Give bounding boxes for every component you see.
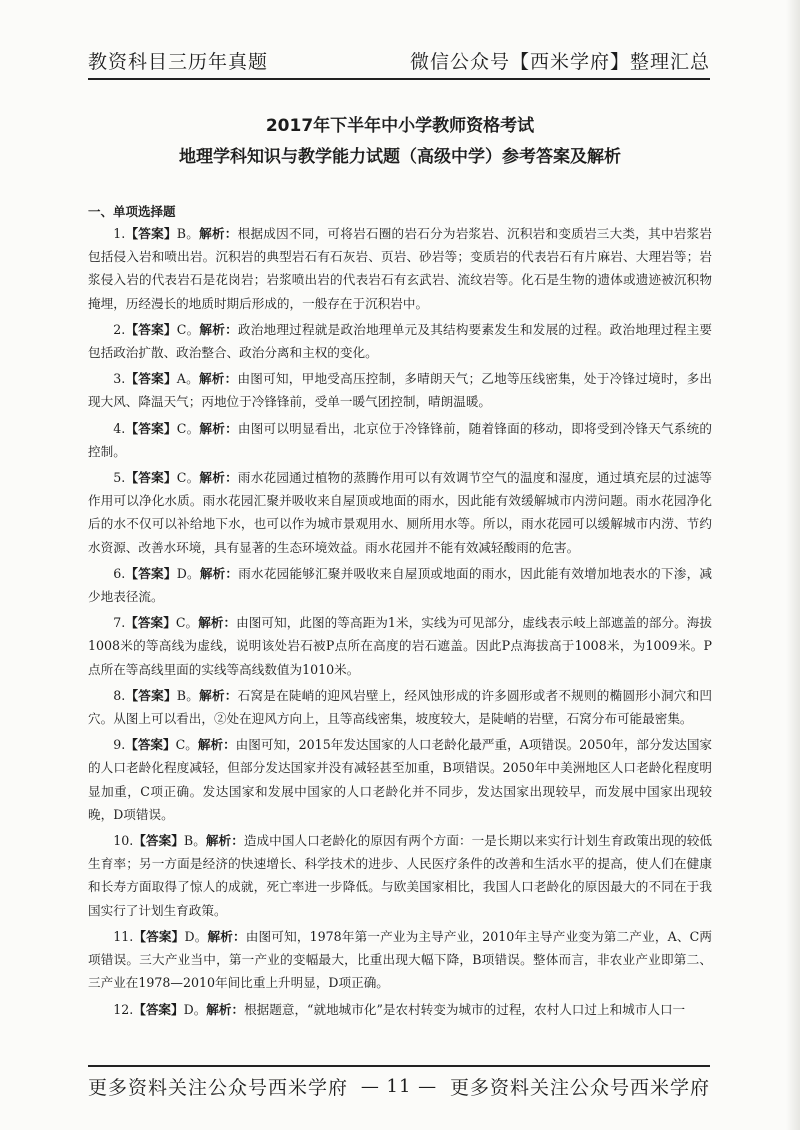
answer-item [88,684,712,730]
answer-choice: B。 [176,687,200,703]
footer-left-text: 更多资料关注公众号西米学府 [88,1076,349,1099]
answer-choice: D。 [176,565,200,581]
scan-edge-shadow [786,0,800,1130]
analysis-label: 解析： [199,321,238,337]
answer-tag: 【答案】 [125,371,177,387]
answer-number: 10. [113,833,134,849]
answer-choice: C。 [176,470,200,486]
analysis-text: 由图可以明显看出，北京位于冷锋锋前，随着锋面的移动，即将受到冷锋天气系统的控制。 [88,420,713,459]
answer-tag: 【答案】 [125,737,176,753]
answer-tag: 【答案】 [125,226,177,241]
header-left-text: 教资科目三历年真题 [88,51,269,73]
answer-tag: 【答案】 [125,615,176,631]
analysis-label: 解析： [198,615,237,631]
answer-choice: C。 [176,321,200,337]
analysis-label: 解析： [198,371,238,387]
document-title [0,112,800,174]
title-line-2: 地理学科知识与教学能力试题（高级中学）参考答案及解析 [179,147,621,167]
analysis-label: 解析： [199,687,238,703]
section-heading: 一、单项选择题 [88,204,176,219]
analysis-label: 解析： [206,1001,245,1017]
answer-tag: 【答案】 [125,321,177,337]
answer-tag: 【答案】 [125,420,177,436]
answer-tag: 【答案】 [133,1001,184,1017]
header-right-text: 微信公众号【西米学府】整理汇总 [409,51,710,73]
answer-number: 4. [113,420,126,436]
answer-number: 5. [113,470,126,486]
title-line-1: 2017年下半年中小学教师资格考试 [265,116,535,136]
analysis-text: 由图可知，2015年发达国家的人口老龄化最严重，A项错误。2050年，部分发达国家的人口老龄化程度减轻，但部分发达国家并没有减轻甚至加重，B项错误。2050年中美洲地区人口老龄化程度明显加重，C项正确。发达国家和发展中国家的人口老龄化并不同步，发达国家出现较早，而发展中国家出现较晚，D项错误。 [88,737,713,822]
answer-number: 7. [113,615,126,631]
answer-number: 11. [113,928,134,944]
analysis-text: 由图可知，1978年第一产业为主导产业，2010年主导产业变为第二产业，A、C两项错误。三大产业当中，第一产业的变幅最大，比重出现大幅下降，B项错误。整体而言，非农业产业即第二、三产业在1978—2010年间比重上升明显，D项正确。 [88,928,713,991]
analysis-label: 解析： [199,420,238,436]
answer-choice: C。 [175,615,199,631]
analysis-label: 解析： [197,737,236,753]
answer-choice: D。 [183,1001,207,1017]
answer-tag: 【答案】 [125,687,177,703]
analysis-text: 根据成因不同，可将岩石圈的岩石分为岩浆岩、沉积岩和变质岩三大类，其中岩浆岩包括侵入岩和喷出岩。沉积岩的典型岩石有石灰岩、页岩、砂岩等；变质岩的代表岩石有片麻岩、大理岩等；岩浆侵入岩的代表岩石是花岗岩；岩浆喷出岩的代表岩石有玄武岩、流纹岩等。化石是生物的遗体或遗迹被沉积物掩埋，历经漫长的地质时期后形成的，一般存在于沉积岩中。 [88,226,713,311]
answer-item [88,611,712,681]
answer-tag: 【答案】 [133,833,184,849]
answer-list [88,222,712,1024]
analysis-label: 解析： [205,833,244,849]
answer-number: 6. [113,565,126,581]
analysis-text: 石窝是在陡峭的迎风岩壁上，经风蚀形成的许多圆形或者不规则的椭圆形小洞穴和凹穴。从图上可以看出，②处在迎风方向上，且等高线密集，坡度较大，是陡峭的岩壁，石窝分布可能最密集。 [88,687,713,727]
answer-item [88,733,712,826]
answer-number: 12. [113,1001,134,1017]
analysis-text: 根据题意，“就地城市化”是农村转变为城市的过程，农村人口过上和城市人口一 [244,1001,686,1017]
answer-tag: 【答案】 [133,928,185,944]
answer-number: 1. [113,226,126,241]
answer-number: 2. [113,321,126,337]
analysis-text: 造成中国人口老龄化的原因有两个方面：一是长期以来实行计划生育政策出现的较低生育率；另一方面是经济的快速增长、科学技术的进步、人民医疗条件的改善和生活水平的提高，使人们在健康和长寿方面取得了惊人的成就，死亡率进一步降低。与欧美国家相比，我国人口老龄化的原因最大的不同在于我国实行了计划生育政策。 [88,833,713,918]
analysis-text: 雨水花园能够汇聚并吸收来自屋顶或地面的雨水，因此能有效增加地表水的下渗，减少地表径流。 [88,565,713,605]
analysis-label: 解析： [199,470,238,486]
page-footer [88,1065,710,1101]
answer-item [88,562,712,608]
answer-choice: A。 [176,371,199,387]
answer-item [88,998,712,1021]
answer-item [88,222,712,315]
analysis-label: 解析： [199,226,238,241]
answer-choice: D。 [184,928,208,944]
answer-choice: B。 [183,833,206,849]
answer-item [88,417,712,463]
answer-choice: B。 [176,226,200,241]
analysis-text: 由图可知，甲地受高压控制，多晴朗天气；乙地等压线密集，处于冷锋过境时，多出现大风、降温天气；丙地位于冷锋锋前，受单一暖气团控制，晴朗温暖。 [88,371,713,410]
page-number: — 11 — [360,1075,438,1097]
answer-choice: C。 [175,737,198,753]
answer-number: 3. [113,371,126,387]
footer-right-text: 更多资料关注公众号西米学府 [449,1076,710,1099]
analysis-label: 解析： [199,565,239,581]
answer-item [88,925,712,995]
analysis-text: 由图可知，此图的等高距为1米，实线为可见部分，虚线表示岐上部遮盖的部分。海拔1008米的等高线为虚线，说明该处岩石被P点所在高度的岩石遮盖。因此P点海拔高于1008米，为1009米。P点所在等高线里面的实线等高线数值为1010米。 [88,615,713,677]
answer-number: 8. [113,687,126,703]
answer-tag: 【答案】 [125,565,177,581]
answer-choice: C。 [176,420,200,436]
analysis-text: 政治地理过程就是政治地理单元及其结构要素发生和发展的过程。政治地理过程主要包括政治扩散、政治整合、政治分离和主权的变化。 [88,321,713,361]
analysis-text: 雨水花园通过植物的蒸腾作用可以有效调节空气的温度和湿度，通过填充层的过滤等作用可以净化水质。雨水花园汇聚并吸收来自屋顶或地面的雨水，因此能有效缓解城市内涝问题。雨水花园净化后的水不仅可以补给地下水，也可以作为城市景观用水、厕所用水等。所以，雨水花园可以缓解城市内涝、节约水资源、改善水环境，具有显著的生态环境效益。雨水花园并不能有效减轻酸雨的危害。 [88,470,713,555]
answer-item [88,367,712,413]
answer-tag: 【答案】 [125,470,177,486]
answer-item [88,318,712,364]
analysis-label: 解析： [207,928,246,944]
answer-number: 9. [113,737,126,753]
page-header [88,40,710,80]
answer-item [88,466,712,559]
answer-item [88,829,712,922]
